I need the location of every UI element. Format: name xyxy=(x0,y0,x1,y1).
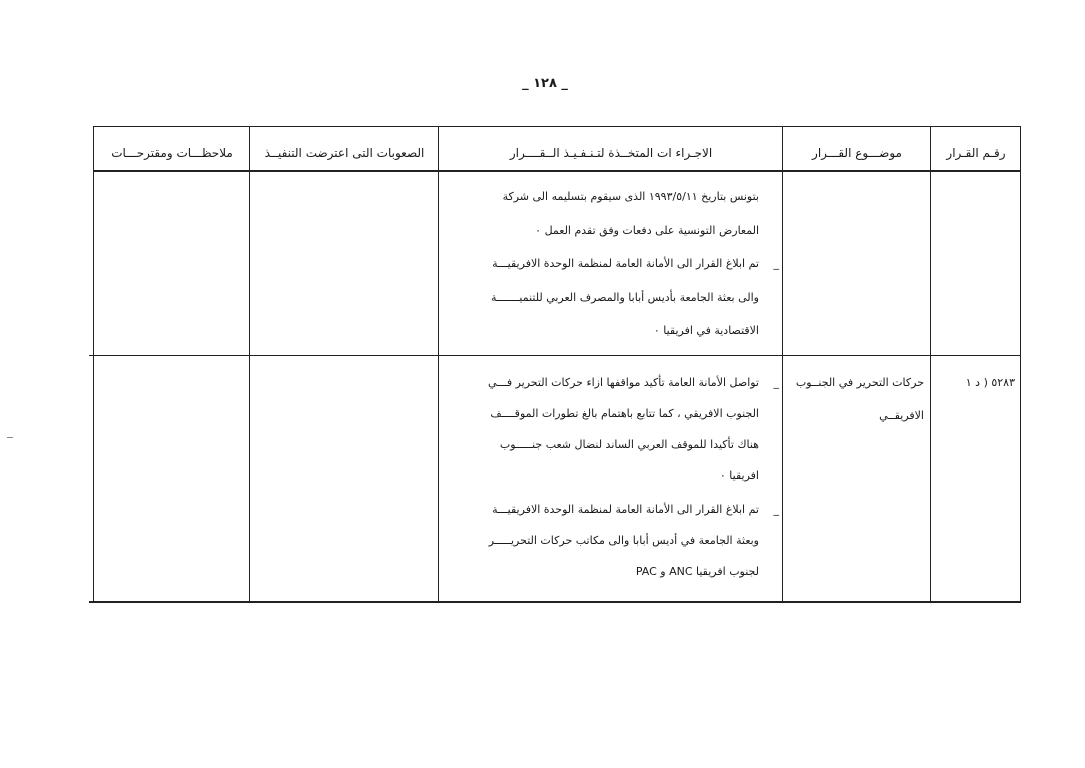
table-top-border xyxy=(93,126,1021,127)
row2-measure-1-line-1: تواصل الأمانة العامة تأكيد مواقفها ازاء حركات التحرير فـــي xyxy=(488,376,759,389)
row2-subject-line-2: الافريقــي xyxy=(879,409,924,422)
row1-measures-cell xyxy=(449,180,759,247)
row-divider xyxy=(89,355,1021,356)
row2-measure-2 xyxy=(449,494,779,587)
column-border-measures-subject xyxy=(782,126,783,602)
row2-measure-1-dash: _ xyxy=(773,376,779,389)
row2-measure-2-line-2: وبعثة الجامعة في أديس أبابا والى مكاتب حركات التحريـــــر xyxy=(488,534,759,547)
row2-measure-2-line-1: تم ابلاغ القرار الى الأمانة العامة لمنظمة الوحدة الافريقيـــة xyxy=(492,503,759,516)
column-border-subject-number xyxy=(930,126,931,602)
row2-decision-number: ٥٢٨٣ ( د ١ xyxy=(965,376,1015,389)
scan-mark xyxy=(7,437,13,438)
row1-measure-1-line-1: بتونس بتاريخ ١٩٩٣/٥/١١ الذى سيقوم بتسليمه الى شركة xyxy=(502,190,759,203)
row1-measure-2 xyxy=(449,247,779,348)
column-border-difficulties-measures xyxy=(438,126,439,602)
column-border-right xyxy=(1020,126,1021,602)
header-implementation-measures: الاجـراء ات المتخــذة لتـنـفـيـذ الــقــــرار xyxy=(509,146,713,160)
header-decision-subject: موضـــوع القـــرار xyxy=(812,146,902,160)
row2-measure-1-line-3: هناك تأكيدا للموقف العربي الساند لنضال شعب جنـــــوب xyxy=(499,438,759,451)
row2-measure-1 xyxy=(449,367,779,491)
column-border-notes-difficulties xyxy=(249,126,250,602)
row1-measure-2-line-2: والى بعثة الجامعة بأديس أبابا والمصرف العربي للتنميـــــــة xyxy=(490,290,759,304)
header-notes: ملاحظـــات ومقترحـــات xyxy=(111,146,233,160)
decisions-table xyxy=(89,126,1021,602)
column-border-left xyxy=(93,126,94,602)
row1-measure-1 xyxy=(449,180,759,247)
row2-decision-subject xyxy=(789,366,924,432)
row1-measure-2-line-3: الاقتصادية في افريقيا ٠ xyxy=(653,324,759,337)
row2-subject-line-1: حركات التحرير في الجنــوب xyxy=(795,376,924,389)
row2-measure-2-dash: _ xyxy=(773,503,779,516)
header-bottom-border xyxy=(93,170,1021,172)
row1-measure-2-dash: _ xyxy=(773,257,779,270)
row1-measure-1-line-2: المعارض التونسية على دفعات وفق تقدم العمل ٠ xyxy=(535,223,759,237)
row2-measure-2-line-3: لجنوب افريقيا ANC و PAC xyxy=(635,565,759,578)
header-decision-number: رقـم القـرار xyxy=(946,146,1006,160)
row1-measure-2-line-1: تم ابلاغ القرار الى الأمانة العامة لمنظمة الوحدة الافريقيـــة xyxy=(492,257,759,270)
table-bottom-border xyxy=(89,601,1021,603)
row2-measure-1-line-4: افريقيا ٠ xyxy=(719,469,759,482)
row2-measure-1-line-2: الجنوب الافريقي ، كما تتابع باهتمام بالغ تطورات الموقــــف xyxy=(490,407,759,420)
header-difficulties: الصعوبات التى اعترضت التنفيــذ xyxy=(264,146,425,160)
page-number: _ ١٢٨ _ xyxy=(522,76,568,91)
